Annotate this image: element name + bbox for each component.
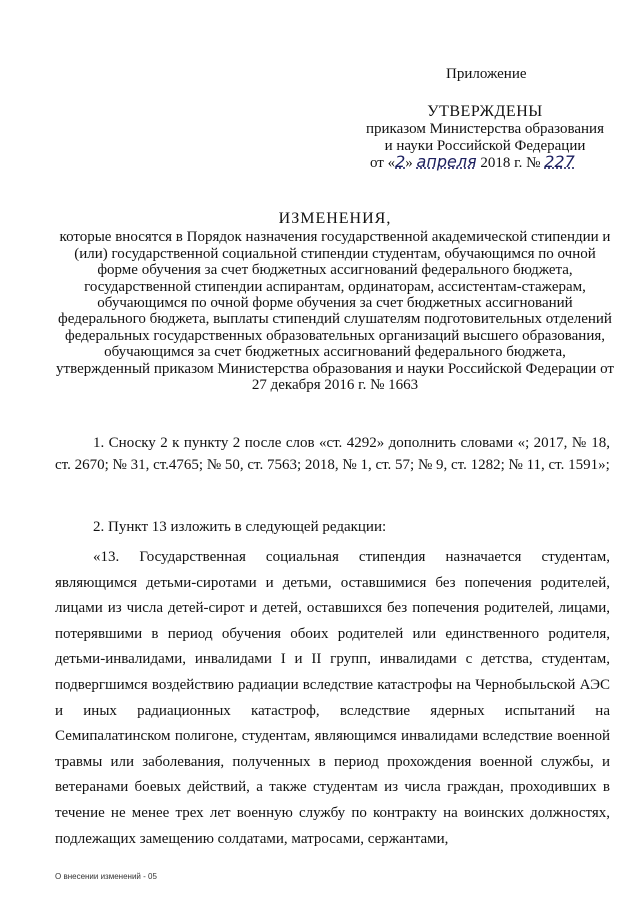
- approved-title: УТВЕРЖДЕНЫ: [427, 103, 543, 120]
- paragraph-2: 2. Пункт 13 изложить в следующей редакции:: [93, 519, 387, 535]
- handwritten-month: апреля: [416, 152, 477, 171]
- approval-block: [360, 103, 610, 155]
- handwritten-order-number: 227: [544, 152, 575, 171]
- footer-file-label: О внесении изменений - 05: [55, 872, 157, 881]
- approved-by-line-1: приказом Министерства образования: [366, 121, 604, 137]
- document-heading: [56, 211, 614, 393]
- paragraph-1: 1. Сноску 2 к пункту 2 после слов «ст. 4292» дополнить словами «; 2017, № 18, ст. 2670; № 31, ст.4765; № 50, ст. 7563; 2018, № 1, ст. 57; № 9, ст. 1282; № 11, ст. 1591»;: [55, 435, 610, 473]
- order-date-line: [370, 152, 575, 172]
- heading-title: ИЗМЕНЕНИЯ,: [278, 210, 392, 227]
- paragraph-3: «13. Государственная социальная стипендия назначается студентам, являющимся детьми-сиротами и детьми, оставшимися без попечения родителей, лицами из числа детей-сирот и детей, оставшихся без попечения родителей, лицами, потерявшими в период обучения обоих родителей или единственного родителя, детьми-инвалидами, инвалидами I и II групп, инвалидами с детства, студентам, подвергшимся воздействию радиации вследствие катастрофы на Чернобыльской АЭС и иных радиационных катастроф, вследствие ядерных испытаний на Семипалатинском полигоне, студентам, являющимся инвалидами вследствие военной травмы или заболевания, полученных в период прохождения военной службы, и ветеранами боевых действий, а также студентам из числа граждан, проходивших в течение не менее трех лет военную службу по контракту на воинских должностях, подлежащих замещению солдатами, матросами, сержантами,: [55, 549, 610, 847]
- date-prefix: от «: [370, 155, 396, 171]
- date-mid: »: [405, 155, 413, 171]
- heading-text: которые вносятся в Порядок назначения государственной академической стипендии и (или) государственной социальной стипендии студентам, обучающимся по очной форме обучения за счет бюджетных ассигнований федерального бюджета, государственной стипендии аспирантам, ординаторам, ассистентам-стажерам, обучающимся по очной форме обучения за счет бюджетных ассигнований федерального бюджета, выплаты стипендий слушателям подготовительных отделений федеральных государственных образовательных организаций высшего образования, обучающимся за счет бюджетных ассигнований федерального бюджета, утвержденный приказом Министерства образования и науки Российской Федерации от 27 декабря 2016 г. № 1663: [56, 229, 614, 394]
- date-year: 2018 г. №: [480, 155, 541, 171]
- handwritten-day: 2: [395, 152, 406, 171]
- appendix-label: Приложение: [446, 66, 527, 82]
- approved-by-line-2: и науки Российской Федерации: [384, 138, 586, 154]
